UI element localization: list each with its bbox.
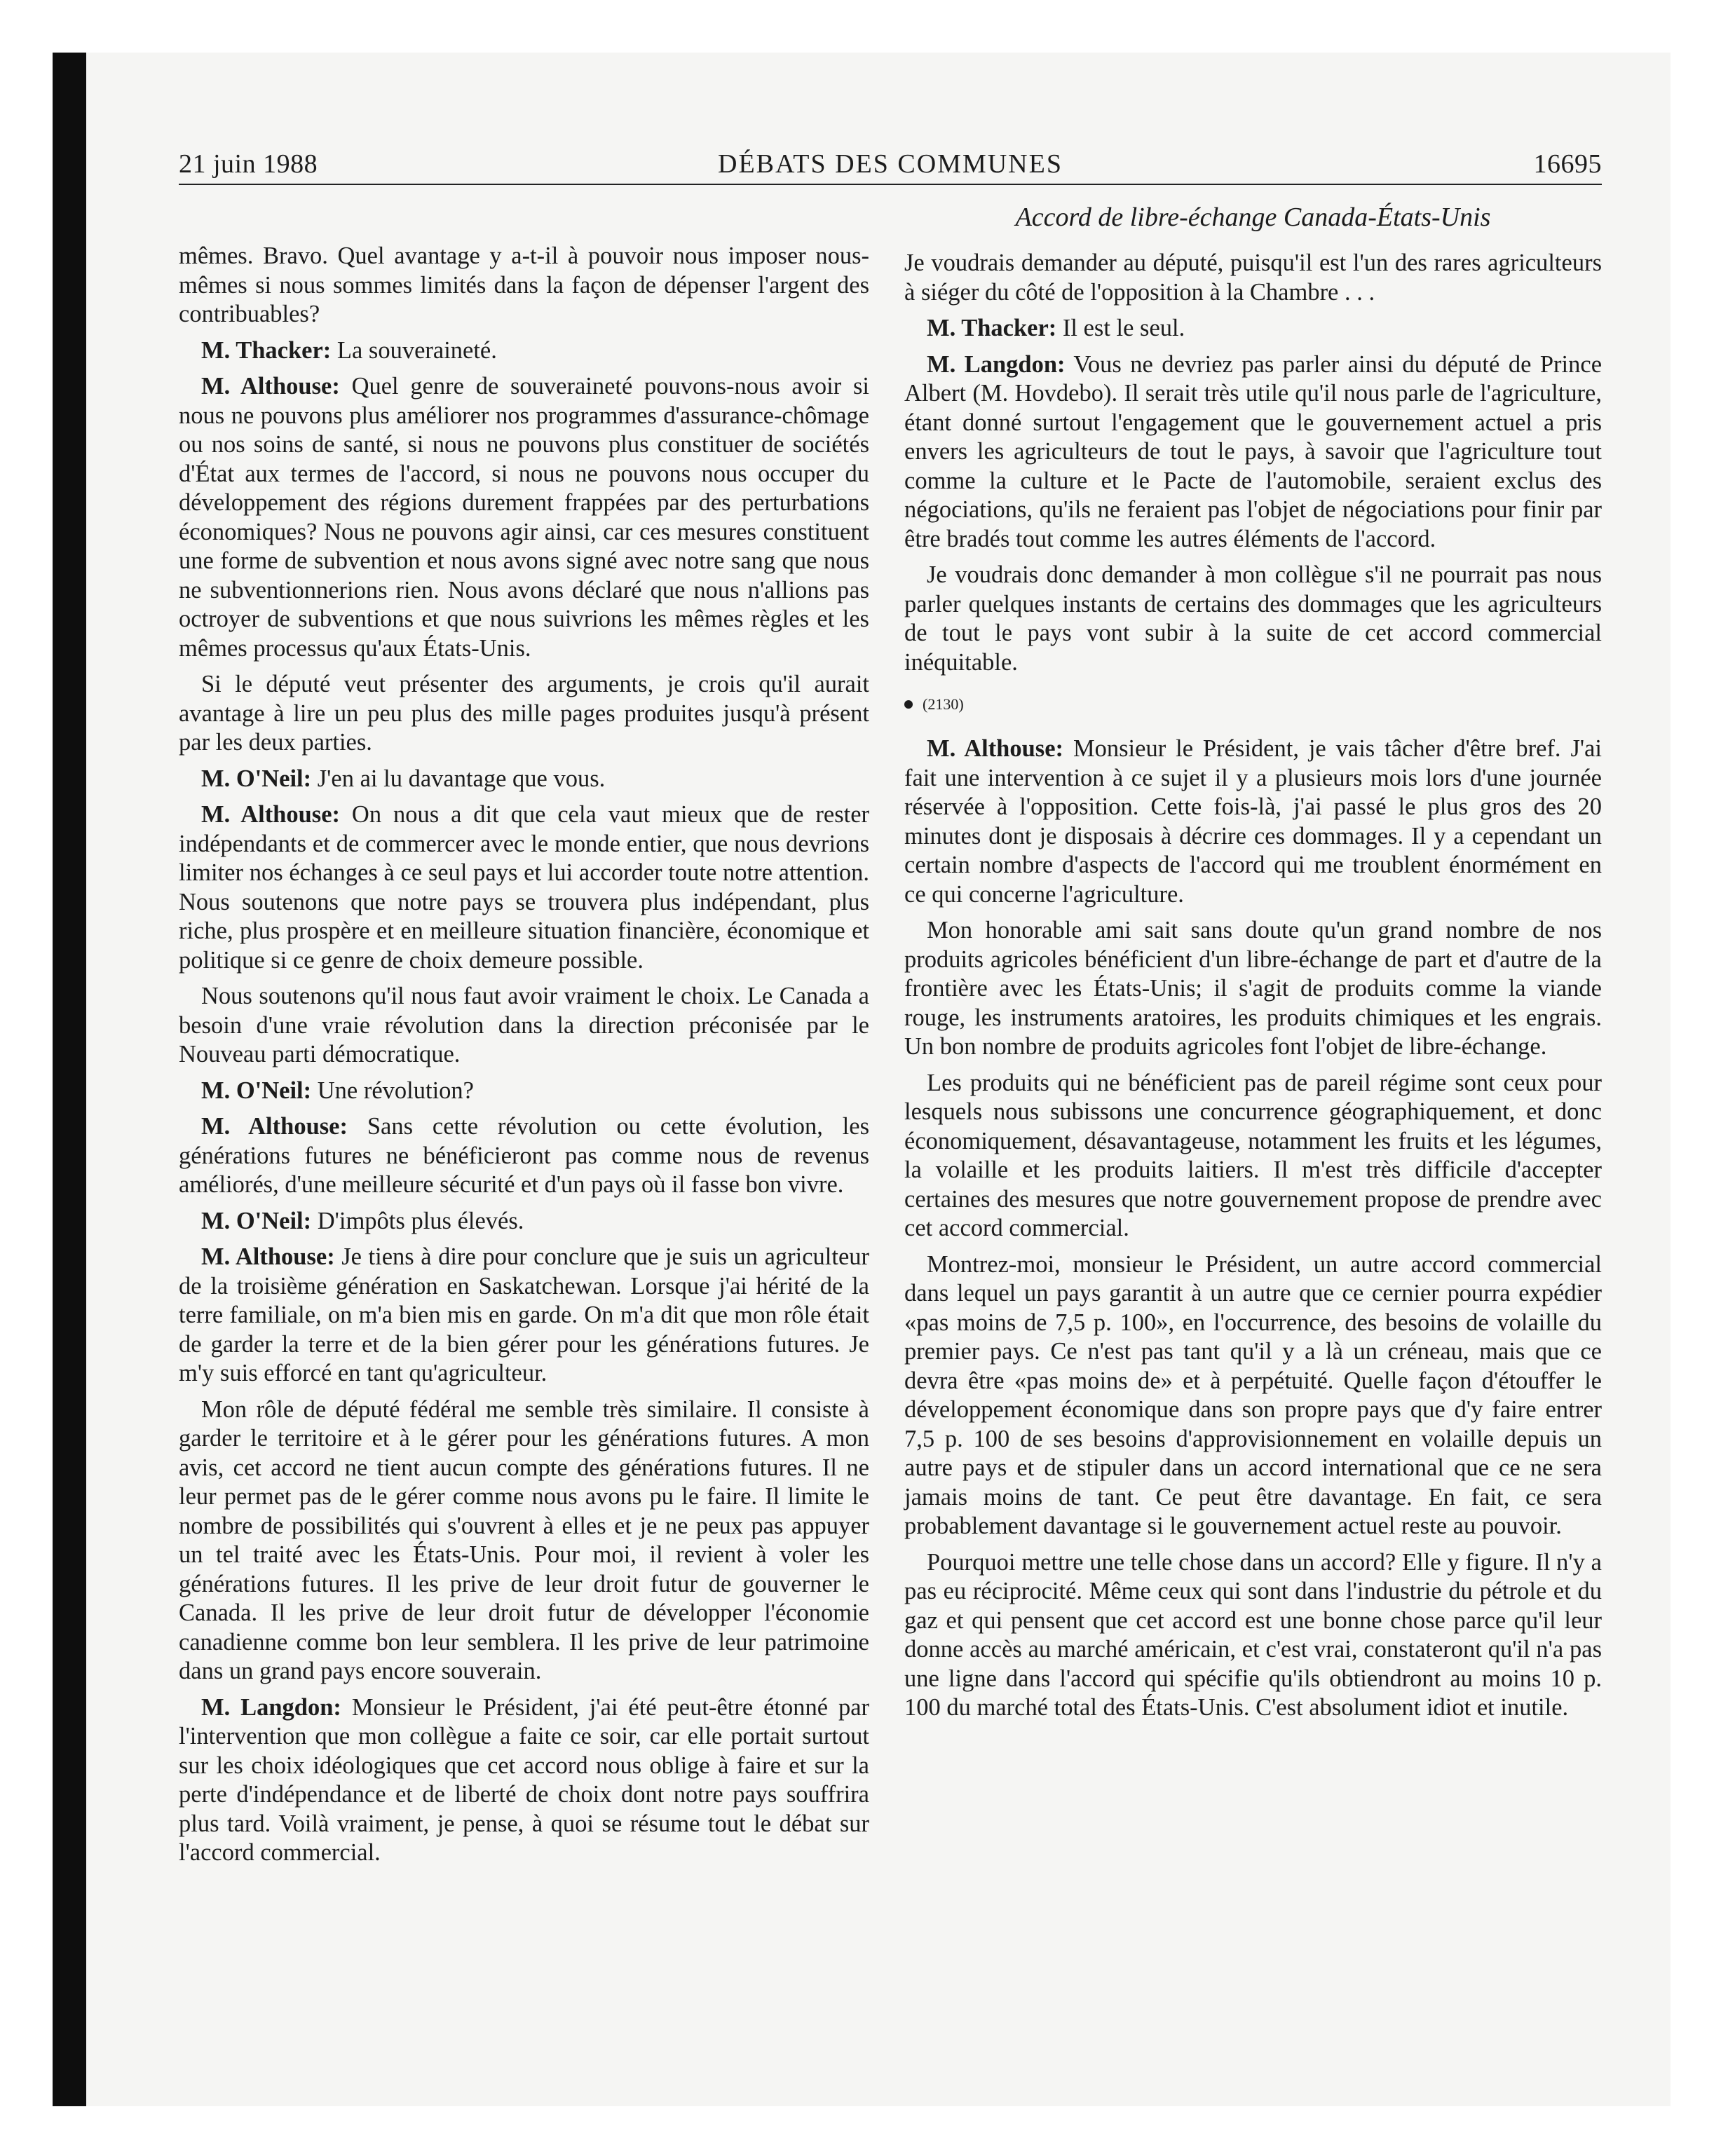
paragraph (904, 314, 1602, 343)
speaker-name: M. O'Neil: (201, 1207, 312, 1234)
speaker-name: M. Althouse: (201, 1243, 335, 1270)
time-marker-text: (2130) (923, 695, 964, 713)
speaker-name: M. Althouse: (201, 1113, 348, 1140)
paragraph-text: Mon honorable ami sait sans doute qu'un grand nombre de nos produits agricoles bénéficient d'un libre-échange de part et d'autre de la frontière avec les États-Unis; il s'agit de produits comme la viande rouge, les instruments aratoires, les produits chimiques et les engrais. Un bon nombre de produits agricoles font l'objet de libre-échange. (904, 917, 1602, 1060)
speaker-name: M. Althouse: (927, 735, 1064, 762)
paragraph (904, 1250, 1602, 1541)
speaker-name: M. O'Neil: (201, 1077, 312, 1104)
paragraph (179, 1207, 869, 1236)
right-column-top (904, 249, 1602, 677)
paragraph (179, 1243, 869, 1389)
paragraph-text: Je voudrais donc demander à mon collègue s'il ne pourrait pas nous parler quelques instants de certains des dommages que les agriculteurs de tout le pays vont subir à la suite de cet accord commercial inéquitable. (904, 561, 1602, 676)
running-title: Accord de libre-échange Canada-États-Unis (1015, 203, 1491, 232)
paragraph-text: Je voudrais demander au député, puisqu'il est l'un des rares agriculteurs à siéger du côté de l'opposition à la Chambre . . . (904, 250, 1602, 306)
speaker-name: M. Althouse: (201, 373, 340, 400)
paragraph-text: Mon rôle de député fédéral me semble très similaire. Il consiste à garder le territoire et à le gérer pour les générations futures. A mon avis, cet accord ne tient aucun compte des générations futures. Il ne leur permet pas de le gérer comme nous avons pu le faire. Il limite le nombre de possibilités qui s'ouvrent à elles et je ne peux pas appuyer un tel traité avec les États-Unis. Pour moi, il revient à voler les générations futures. Il les prive de leur droit futur de gouverner le Canada. Il les prive de leur droit futur de développer l'économie canadienne comme bon leur semblera. Il les prive de leur patrimoine dans un grand pays encore souverain. (179, 1396, 869, 1684)
paragraph-text: Vous ne devriez pas parler ainsi du député de Prince Albert (M. Hovdebo). Il serait très utile qu'il nous parle de l'agriculture, étant donné surtout l'engagement que le gouvernement actuel a pris envers les agriculteurs de tout le pays, à savoir que l'agriculture tout comme la culture et le Pacte de l'automobile, seraient exclus des négociations, qu'ils ne feraient pas l'objet de négociations pour finir par être bradés tout comme les autres éléments de l'accord. (904, 350, 1603, 552)
paragraph-text: Il est le seul. (1056, 315, 1185, 341)
speaker-name: M. Althouse: (201, 801, 341, 828)
time-marker (904, 694, 1602, 715)
paragraph (904, 350, 1602, 554)
paragraph-text: Une révolution? (311, 1077, 474, 1104)
header-date: 21 juin 1988 (179, 149, 318, 179)
paragraph (904, 916, 1602, 1062)
paragraph-text: Je tiens à dire pour conclure que je suis un agriculteur de la troisième génération en Saskatchewan. Lorsque j'ai hérité de la terre familiale, on m'a bien mis en garde. On m'a dit que mon rôle était de garder la terre et de la bien gérer pour les générations futures. Je m'y suis efforcé en tant qu'agriculteur. (179, 1243, 869, 1386)
paragraph-text: mêmes. Bravo. Quel avantage y a-t-il à pouvoir nous imposer nous-mêmes si nous sommes limités dans la façon de dépenser l'argent des contribuables? (179, 243, 869, 327)
paragraph (179, 336, 869, 366)
paragraph-text: La souveraineté. (331, 336, 497, 364)
paragraph (904, 561, 1602, 677)
paragraph (179, 982, 869, 1070)
bullet-icon (904, 700, 913, 709)
paragraph-text: D'impôts plus élevés. (311, 1207, 524, 1234)
right-column-bottom (904, 735, 1602, 1723)
paragraph (904, 249, 1602, 307)
paragraph-text: Les produits qui ne bénéficient pas de pareil régime sont ceux pour lesquels nous subissons une concurrence géographiquement, et donc économiquement, désavantageuse, notamment les fruits et les légumes, la volaille et les produits laitiers. Il m'est très difficile d'accepter certaines des mesures que notre gouvernement propose de prendre avec cet accord commercial. (904, 1069, 1602, 1241)
paragraph (179, 1693, 869, 1868)
speaker-name: M. Langdon: (201, 1693, 341, 1721)
paragraph-text: Monsieur le Président, je vais tâcher d'être bref. J'ai fait une intervention à ce sujet il y a plusieurs mois lors d'une journée réservée à l'opposition. Cette fois-là, j'ai passé le plus gros des 20 minutes dont je disposais à décrire ces dommages. Il y a cependant un certain nombre d'aspects de l'accord qui me troublent énormément en ce qui concerne l'agriculture. (904, 735, 1603, 908)
paragraph-text: On nous a dit que cela vaut mieux que de rester indépendants et de commercer avec le monde entier, que nous devrions limiter nos échanges à ce seul pays et lui accorder toute notre attention. Nous soutenons que notre pays se trouvera plus indépendant, plus riche, plus prospère et en meilleure situation financière, économique et politique si ce genre de choix demeure possible. (179, 801, 870, 974)
speaker-name: M. O'Neil: (201, 765, 312, 792)
paragraph-text: Pourquoi mettre une telle chose dans un accord? Elle y figure. Il n'y a pas eu réciprocité. Même ceux qui sont dans l'industrie du pétrole et du gaz et qui pensent que cet accord est une bonne chose parce qu'il leur donne accès au marché américain, et c'est vrai, constateront qu'il n'a pas une ligne dans l'accord qui spécifie qu'ils obtiendront au moins 10 p. 100 du marché total des États-Unis. C'est absolument idiot et inutile. (904, 1548, 1602, 1721)
header-rule (179, 184, 1602, 185)
speaker-name: M. Langdon: (927, 350, 1066, 378)
paragraph-text: J'en ai lu davantage que vous. (311, 765, 606, 792)
paragraph (179, 1396, 869, 1686)
paragraph (179, 800, 869, 975)
paragraph-text: Sans cette révolution ou cette évolution, les générations futures ne bénéficieront pas comme nous de revenus améliorés, d'une meilleure sécurité et d'un pays où il fasse bon vivre. (179, 1113, 870, 1198)
paragraph-text: Quel genre de souveraineté pouvons-nous avoir si nous ne pouvons plus améliorer nos programmes d'assurance-chômage ou nos soins de santé, si nous ne pouvons plus constituer de sociétés d'État aux termes de l'accord, si nous ne pouvons nous occuper du développement des régions durement frappées par des perturbations économiques? Nous ne pouvons agir ainsi, car ces mesures constituent une forme de subvention et nous avons signé avec notre sang que nous ne subventionnerions rien. Nous avons déclaré que nous n'allions pas octroyer de subventions et que nous suivrions les mêmes règles et les mêmes processus qu'aux États-Unis. (179, 373, 869, 662)
paragraph (904, 1548, 1602, 1723)
paragraph (179, 670, 869, 758)
paragraph-text: Si le député veut présenter des arguments, je crois qu'il aurait avantage à lire un peu plus des mille pages produites jusqu'à présent par les deux parties. (179, 671, 869, 756)
paragraph (904, 735, 1602, 909)
paragraph (179, 1077, 869, 1106)
right-column (904, 249, 1602, 1730)
paragraph-text: Monsieur le Président, j'ai été peut-être étonné par l'intervention que mon collègue a faite ce soir, car elle portait surtout sur les choix idéologiques que cet accord nous oblige à faire et sur la perte d'indépendance et de liberté de choix dont notre pays souffrira plus tard. Voilà vraiment, je pense, à quoi se résume tout le débat sur l'accord commercial. (179, 1693, 870, 1866)
speaker-name: M. Thacker: (201, 336, 332, 364)
paragraph (179, 1112, 869, 1200)
paragraph (179, 765, 869, 794)
paragraph (904, 1069, 1602, 1243)
paragraph (179, 242, 869, 329)
scan-edge (53, 53, 86, 2106)
speaker-name: M. Thacker: (927, 315, 1057, 341)
header-journal-title: DÉBATS DES COMMUNES (718, 149, 1063, 179)
header-page-number: 16695 (1533, 149, 1602, 179)
paragraph-text: Nous soutenons qu'il nous faut avoir vraiment le choix. Le Canada a besoin d'une vraie révolution dans la direction préconisée par le Nouveau parti démocratique. (179, 983, 869, 1067)
paragraph-text: Montrez-moi, monsieur le Président, un autre accord commercial dans lequel un pays garantit à un autre que ce cernier pourra expédier «pas moins de 7,5 p. 100», en l'occurrence, des besoins de volaille du premier pays. Ce n'est pas tant qu'il y a là un créneau, mais que ce devra être «pas moins de» et à perpétuité. Quelle façon d'étouffer le développement économique dans son propre pays que d'y faire entrer 7,5 p. 100 de ses besoins d'approvisionnement en volaille depuis un autre pays et de stipuler dans un accord international que ce ne sera jamais moins de tant. Ce peut être davantage. En fait, ce sera probablement davantage si le gouvernement actuel reste au pouvoir. (904, 1250, 1602, 1539)
paragraph (179, 372, 869, 663)
left-column (179, 242, 869, 1875)
